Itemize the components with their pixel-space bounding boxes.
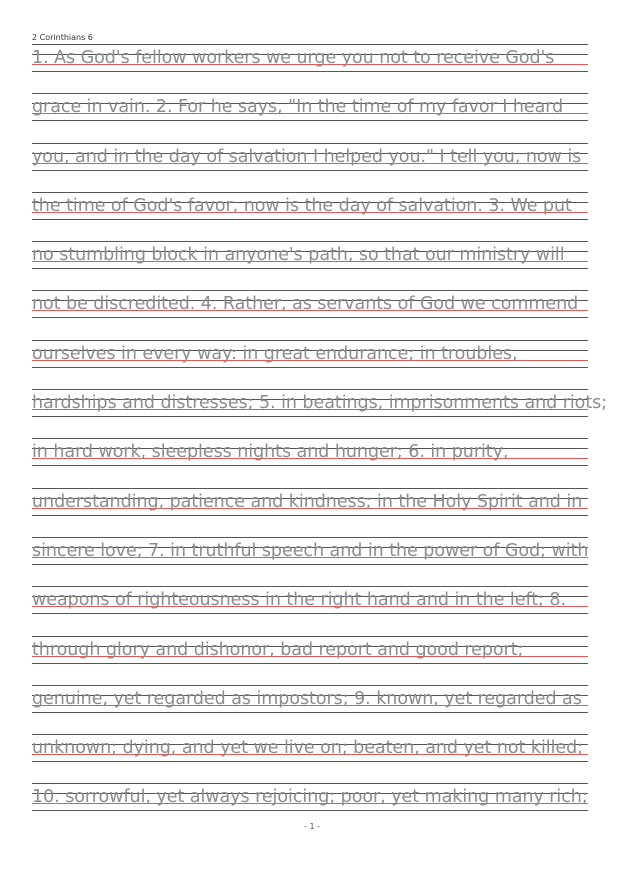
rule-line: [32, 71, 588, 72]
practice-line: [32, 93, 588, 142]
practice-line: [32, 340, 588, 389]
practice-line: [32, 438, 588, 487]
practice-line: [32, 488, 588, 537]
rule-line: [32, 340, 588, 341]
rule-line: [32, 367, 588, 368]
trace-text: you, and in the day of salvation I helped you." I tell you, now is: [32, 146, 582, 167]
rule-line: [32, 636, 588, 637]
trace-text: hardships and distresses; 5. in beatings, imprisonments and riots;: [32, 393, 608, 414]
rule-line: [32, 783, 588, 784]
trace-text: no stumbling block in anyone's path, so that our ministry will: [32, 245, 565, 266]
practice-line: [32, 537, 588, 586]
rule-line: [32, 810, 588, 811]
trace-text: grace in vain. 2. For he says, "In the time of my favor I heard: [32, 97, 564, 118]
rule-line: [32, 44, 588, 45]
page-header-title: 2 Corinthians 6: [32, 33, 93, 42]
practice-line: [32, 685, 588, 734]
rule-line: [32, 712, 588, 713]
trace-text: sincere love; 7. in truthful speech and in the power of God; with: [32, 540, 589, 561]
rule-line: [32, 389, 588, 390]
rule-line: [32, 537, 588, 538]
practice-line: [32, 734, 588, 783]
rule-line: [32, 734, 588, 735]
practice-line: [32, 143, 588, 192]
rule-line: [32, 564, 588, 565]
rule-line: [32, 93, 588, 94]
rule-line: [32, 438, 588, 439]
rule-line: [32, 192, 588, 193]
practice-line: [32, 586, 588, 635]
practice-line: [32, 44, 588, 93]
practice-line: [32, 389, 608, 438]
handwriting-practice-lines: [32, 44, 608, 833]
rule-line: [32, 586, 588, 587]
trace-text: the time of God's favor, now is the day of salvation. 3. We put: [32, 195, 572, 216]
rule-line: [32, 170, 588, 171]
rule-line: [32, 317, 588, 318]
rule-line: [32, 761, 588, 762]
rule-line: [32, 241, 588, 242]
rule-line: [32, 290, 588, 291]
practice-line: [32, 636, 588, 685]
rule-line: [32, 120, 588, 121]
trace-text: through glory and dishonor, bad report and good report;: [32, 639, 524, 660]
trace-text: understanding, patience and kindness; in the Holy Spirit and in: [32, 491, 583, 512]
trace-text: in hard work, sleepless nights and hunger; 6. in purity,: [32, 442, 509, 463]
rule-line: [32, 685, 588, 686]
trace-text: genuine, yet regarded as impostors; 9. known, yet regarded as: [32, 688, 582, 709]
practice-line: [32, 241, 588, 290]
trace-text: unknown; dying, and yet we live on; beaten, and yet not killed;: [32, 738, 584, 759]
page-number: - 1 -: [304, 822, 320, 831]
rule-line: [32, 613, 588, 614]
rule-line: [32, 663, 588, 664]
trace-text: 10. sorrowful, yet always rejoicing; poor, yet making many rich;: [32, 787, 588, 808]
rule-line: [32, 268, 588, 269]
trace-text: not be discredited. 4. Rather, as servants of God we commend: [32, 294, 579, 315]
rule-line: [32, 219, 588, 220]
trace-text: weapons of righteousness in the right hand and in the left; 8.: [32, 590, 567, 611]
rule-line: [32, 515, 588, 516]
rule-line: [32, 416, 588, 417]
practice-line: [32, 192, 588, 241]
rule-line: [32, 488, 588, 489]
practice-line: [32, 290, 588, 339]
rule-line: [32, 465, 588, 466]
trace-text: 1. As God's fellow workers we urge you not to receive God's: [32, 48, 555, 68]
rule-line: [32, 143, 588, 144]
trace-text: ourselves in every way: in great endurance; in troubles,: [32, 343, 518, 364]
